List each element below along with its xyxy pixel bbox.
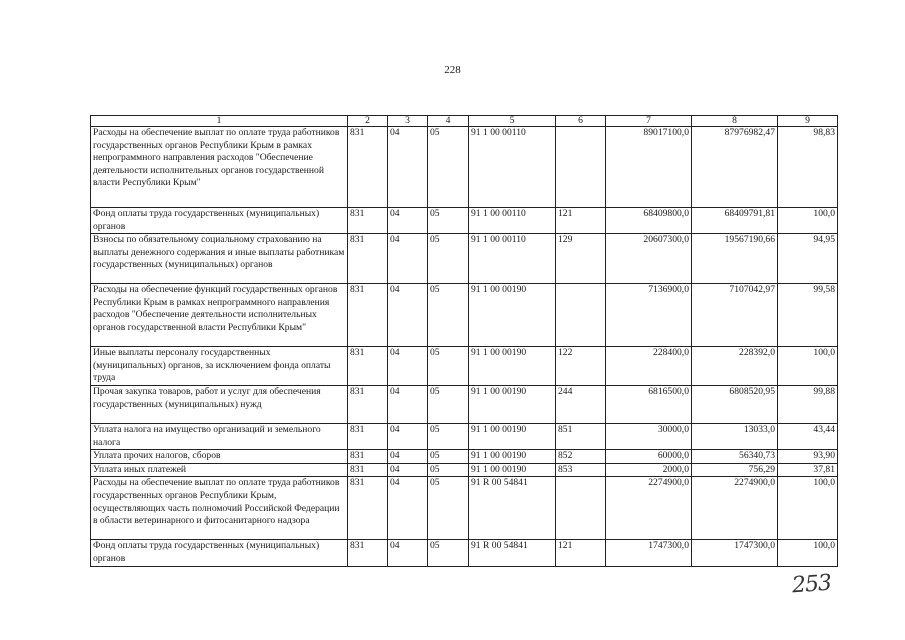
header-row (91, 116, 838, 127)
planned-amount-cell: 20607300,0 (606, 234, 692, 284)
row-name-cell: Расходы на обеспечение выплат по оплате труда работников государственных органов Республики Крым в рамках непрограммного направления расходов "Обеспечение деятельности исполнительных органов государственной власти Республики Крым" (91, 127, 348, 208)
target-article-cell: 91 1 00 00190 (469, 423, 556, 449)
section-code-cell: 04 (388, 463, 428, 477)
expense-type-cell (556, 477, 606, 540)
table-row (91, 450, 838, 464)
expense-type-cell (556, 127, 606, 208)
execution-percent-cell: 100,0 (778, 347, 838, 386)
section-code-cell: 04 (388, 234, 428, 284)
subsection-code-cell: 05 (428, 385, 469, 423)
section-code-cell: 04 (388, 347, 428, 386)
planned-amount-cell: 228400,0 (606, 347, 692, 386)
ministry-code-cell: 831 (348, 347, 388, 386)
column-header-5: 5 (469, 116, 556, 127)
expense-type-cell: 122 (556, 347, 606, 386)
target-article-cell: 91 1 00 00110 (469, 208, 556, 234)
table-row (91, 284, 838, 347)
subsection-code-cell: 05 (428, 477, 469, 540)
section-code-cell: 04 (388, 450, 428, 464)
target-article-cell: 91 R 00 54841 (469, 540, 556, 566)
row-name-cell: Взносы по обязательному социальному страхованию на выплаты денежного содержания и иные выплаты работникам государственных (муниципальных) органов (91, 234, 348, 284)
subsection-code-cell: 05 (428, 450, 469, 464)
ministry-code-cell: 831 (348, 463, 388, 477)
executed-amount-cell: 13033,0 (692, 423, 778, 449)
subsection-code-cell: 05 (428, 208, 469, 234)
planned-amount-cell: 1747300,0 (606, 540, 692, 566)
row-name-cell: Прочая закупка товаров, работ и услуг для обеспечения государственных (муниципальных) нужд (91, 385, 348, 423)
planned-amount-cell: 68409800,0 (606, 208, 692, 234)
column-header-3: 3 (388, 116, 428, 127)
column-header-2: 2 (348, 116, 388, 127)
execution-percent-cell: 43,44 (778, 423, 838, 449)
table-body (91, 127, 838, 567)
execution-percent-cell: 37,81 (778, 463, 838, 477)
planned-amount-cell: 60000,0 (606, 450, 692, 464)
section-code-cell: 04 (388, 284, 428, 347)
execution-percent-cell: 99,88 (778, 385, 838, 423)
target-article-cell: 91 1 00 00110 (469, 127, 556, 208)
table-row (91, 477, 838, 540)
expense-type-cell: 121 (556, 540, 606, 566)
executed-amount-cell: 228392,0 (692, 347, 778, 386)
section-code-cell: 04 (388, 385, 428, 423)
table-row (91, 423, 838, 449)
planned-amount-cell: 6816500,0 (606, 385, 692, 423)
table-row (91, 208, 838, 234)
expense-type-cell: 851 (556, 423, 606, 449)
execution-percent-cell: 100,0 (778, 477, 838, 540)
target-article-cell: 91 1 00 00190 (469, 347, 556, 386)
row-name-cell: Фонд оплаты труда государственных (муниципальных) органов (91, 540, 348, 566)
expense-type-cell: 244 (556, 385, 606, 423)
target-article-cell: 91 1 00 00190 (469, 450, 556, 464)
target-article-cell: 91 1 00 00190 (469, 284, 556, 347)
ministry-code-cell: 831 (348, 234, 388, 284)
executed-amount-cell: 6808520,95 (692, 385, 778, 423)
executed-amount-cell: 7107042,97 (692, 284, 778, 347)
ministry-code-cell: 831 (348, 284, 388, 347)
target-article-cell: 91 1 00 00190 (469, 463, 556, 477)
execution-percent-cell: 100,0 (778, 208, 838, 234)
budget-table (90, 115, 838, 567)
row-name-cell: Уплата прочих налогов, сборов (91, 450, 348, 464)
planned-amount-cell: 2274900,0 (606, 477, 692, 540)
handwritten-signature: 253 (791, 570, 832, 599)
subsection-code-cell: 05 (428, 347, 469, 386)
ministry-code-cell: 831 (348, 127, 388, 208)
table-row (91, 540, 838, 566)
expense-type-cell: 129 (556, 234, 606, 284)
column-header-7: 7 (606, 116, 692, 127)
ministry-code-cell: 831 (348, 208, 388, 234)
execution-percent-cell: 99,58 (778, 284, 838, 347)
table-row (91, 385, 838, 423)
row-name-cell: Уплата иных платежей (91, 463, 348, 477)
executed-amount-cell: 2274900,0 (692, 477, 778, 540)
planned-amount-cell: 7136900,0 (606, 284, 692, 347)
row-name-cell: Расходы на обеспечение выплат по оплате труда работников государственных органов Республики Крым, осуществляющих часть полномочий Российской Федерации в области ветеринарного и фитосанитарного надзора (91, 477, 348, 540)
executed-amount-cell: 19567190,66 (692, 234, 778, 284)
ministry-code-cell: 831 (348, 385, 388, 423)
row-name-cell: Фонд оплаты труда государственных (муниципальных) органов (91, 208, 348, 234)
subsection-code-cell: 05 (428, 234, 469, 284)
section-code-cell: 04 (388, 423, 428, 449)
section-code-cell: 04 (388, 127, 428, 208)
row-name-cell: Иные выплаты персоналу государственных (муниципальных) органов, за исключением фонда оплаты труда (91, 347, 348, 386)
planned-amount-cell: 89017100,0 (606, 127, 692, 208)
section-code-cell: 04 (388, 477, 428, 540)
ministry-code-cell: 831 (348, 477, 388, 540)
target-article-cell: 91 1 00 00190 (469, 385, 556, 423)
column-header-9: 9 (778, 116, 838, 127)
execution-percent-cell: 100,0 (778, 540, 838, 566)
expense-type-cell: 121 (556, 208, 606, 234)
column-header-6: 6 (556, 116, 606, 127)
executed-amount-cell: 56340,73 (692, 450, 778, 464)
table-row (91, 234, 838, 284)
target-article-cell: 91 R 00 54841 (469, 477, 556, 540)
section-code-cell: 04 (388, 208, 428, 234)
planned-amount-cell: 30000,0 (606, 423, 692, 449)
row-name-cell: Уплата налога на имущество организаций и земельного налога (91, 423, 348, 449)
executed-amount-cell: 87976982,47 (692, 127, 778, 208)
planned-amount-cell: 2000,0 (606, 463, 692, 477)
subsection-code-cell: 05 (428, 284, 469, 347)
table-row (91, 347, 838, 386)
target-article-cell: 91 1 00 00110 (469, 234, 556, 284)
expense-type-cell (556, 284, 606, 347)
subsection-code-cell: 05 (428, 423, 469, 449)
column-header-1: 1 (91, 116, 348, 127)
table-row (91, 463, 838, 477)
subsection-code-cell: 05 (428, 540, 469, 566)
expense-type-cell: 853 (556, 463, 606, 477)
column-header-8: 8 (692, 116, 778, 127)
executed-amount-cell: 756,29 (692, 463, 778, 477)
subsection-code-cell: 05 (428, 127, 469, 208)
table-header (91, 116, 838, 127)
ministry-code-cell: 831 (348, 540, 388, 566)
execution-percent-cell: 93,90 (778, 450, 838, 464)
page-number: 228 (444, 64, 461, 76)
subsection-code-cell: 05 (428, 463, 469, 477)
table-row (91, 127, 838, 208)
expense-type-cell: 852 (556, 450, 606, 464)
row-name-cell: Расходы на обеспечение функций государственных органов Республики Крым в рамках непрограммного направления расходов "Обеспечение деятельности исполнительных органов государственной власти Республики Крым" (91, 284, 348, 347)
ministry-code-cell: 831 (348, 423, 388, 449)
execution-percent-cell: 94,95 (778, 234, 838, 284)
execution-percent-cell: 98,83 (778, 127, 838, 208)
executed-amount-cell: 1747300,0 (692, 540, 778, 566)
section-code-cell: 04 (388, 540, 428, 566)
ministry-code-cell: 831 (348, 450, 388, 464)
executed-amount-cell: 68409791,81 (692, 208, 778, 234)
column-header-4: 4 (428, 116, 469, 127)
